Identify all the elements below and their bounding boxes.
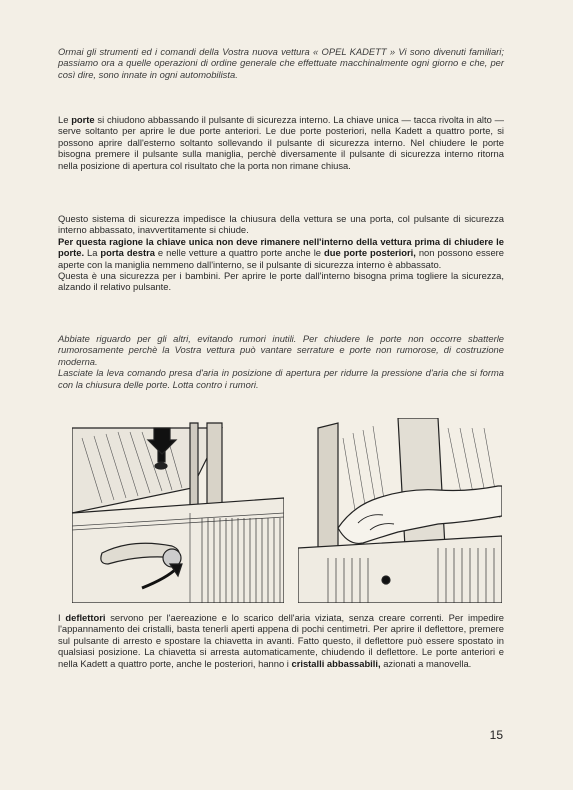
noise-paragraph	[58, 333, 504, 390]
doors-text	[58, 114, 504, 171]
doors-paragraph	[58, 114, 504, 171]
vent-window-hand-illustration	[298, 418, 502, 603]
noise-line-1: Abbiate riguardo per gli altri, evitando rumori inutili. Per chiudere le porte non occorre sbatterle rumorosamente perchè la Vostra vettura può vantare serrature e porte non rumorose, di costruzione moderna.	[58, 333, 504, 367]
deflectors-pre: I	[58, 612, 66, 623]
safety-rear-doors-bold: due porte posteriori,	[323, 247, 416, 259]
safety-mid-3: non possono essere aperte con la maniglia nemmeno dall'interno, se il pulsante di sicurezza interno è abbassato.	[58, 247, 505, 270]
deflectors-paragraph	[58, 612, 504, 669]
safety-line-2: Questa è una sicurezza per i bambini. Per aprire le porte dall'interno bisogna prima togliere la sicurezza, alzando il relativo pulsante.	[58, 270, 504, 293]
safety-line-1: Questo sistema di sicurezza impedisce la chiusura della vettura se una porta, col pulsante di sicurezza interno abbassato, inavvertitamente si chiude.	[58, 213, 504, 236]
deflectors-mid: servono per l'aereazione e lo scarico dell'aria viziata, senza creare correnti. Per impedire l'appannamento dei cristalli, basta tenerli aperti appena di pochi centimetri. Per aprire il deflettore, premere sul pulsante di arresto e spostare la chiavetta in avanti. Fatto questo, il deflettore può essere spostato in qualsiasi posizione. La chiavetta si arresta automaticamente, chiudendo il deflettore. Le porte anteriori e nella Kadett a quattro porte, anche le posteriori, hanno i	[58, 612, 504, 669]
intro-text: Ormai gli strumenti ed i comandi della Vostra nuova vettura « OPEL KADETT » Vi sono divenuti familiari; passiamo ora a quelle operazioni di ordine generale che effettuate macchinalmente ogni giorno e che, per così dire, sono innate in ogni automobilista.	[58, 46, 504, 80]
windows-bold-term: cristalli abbassabili,	[291, 657, 381, 669]
safety-paragraph	[58, 213, 504, 293]
deflectors-text	[58, 612, 504, 669]
door-lock-button-illustration	[72, 418, 284, 603]
safety-warning-bold: Per questa ragione la chiave unica non deve rimanere nell'interno della vettura prima di chiudere le porte.	[58, 235, 504, 259]
doors-pre: Le	[58, 114, 72, 125]
doors-post: si chiudono abbassando il pulsante di sicurezza interno. La chiave unica — tacca rivolta in alto — serve soltanto per aprire le due porte anteriori. Le due porte posteriori, nella Kadett a quattro porte, si possono aprire dall'esterno soltanto sollevando il pulsante di sicurezza interno. Nel chiudere le porte bisogna premere il pulsante sulla maniglia, perchè diversamente il pulsante di sicurezza interno ritorna nella posizione di apertura col risultato che la porta non rimane chiusa.	[58, 114, 504, 171]
safety-mid-2: e nelle vetture a quattro porte anche le	[154, 247, 324, 259]
safety-mid-1: La	[84, 247, 101, 259]
deflectors-bold-term: deflettori	[65, 612, 106, 623]
illustrations-row	[72, 418, 502, 603]
safety-right-door-bold: porta destra	[100, 247, 155, 259]
deflectors-post: azionati a manovella.	[380, 657, 472, 669]
intro-paragraph	[58, 46, 504, 80]
page-number: 15	[489, 728, 503, 742]
doors-bold-term: porte	[71, 114, 95, 125]
noise-line-2: Lasciate la leva comando presa d'aria in posizione di apertura per ridurre la pressione d'aria che si forma con la chiusura delle porte. Lotta contro i rumori.	[58, 367, 504, 390]
safety-line-mixed	[58, 236, 504, 270]
